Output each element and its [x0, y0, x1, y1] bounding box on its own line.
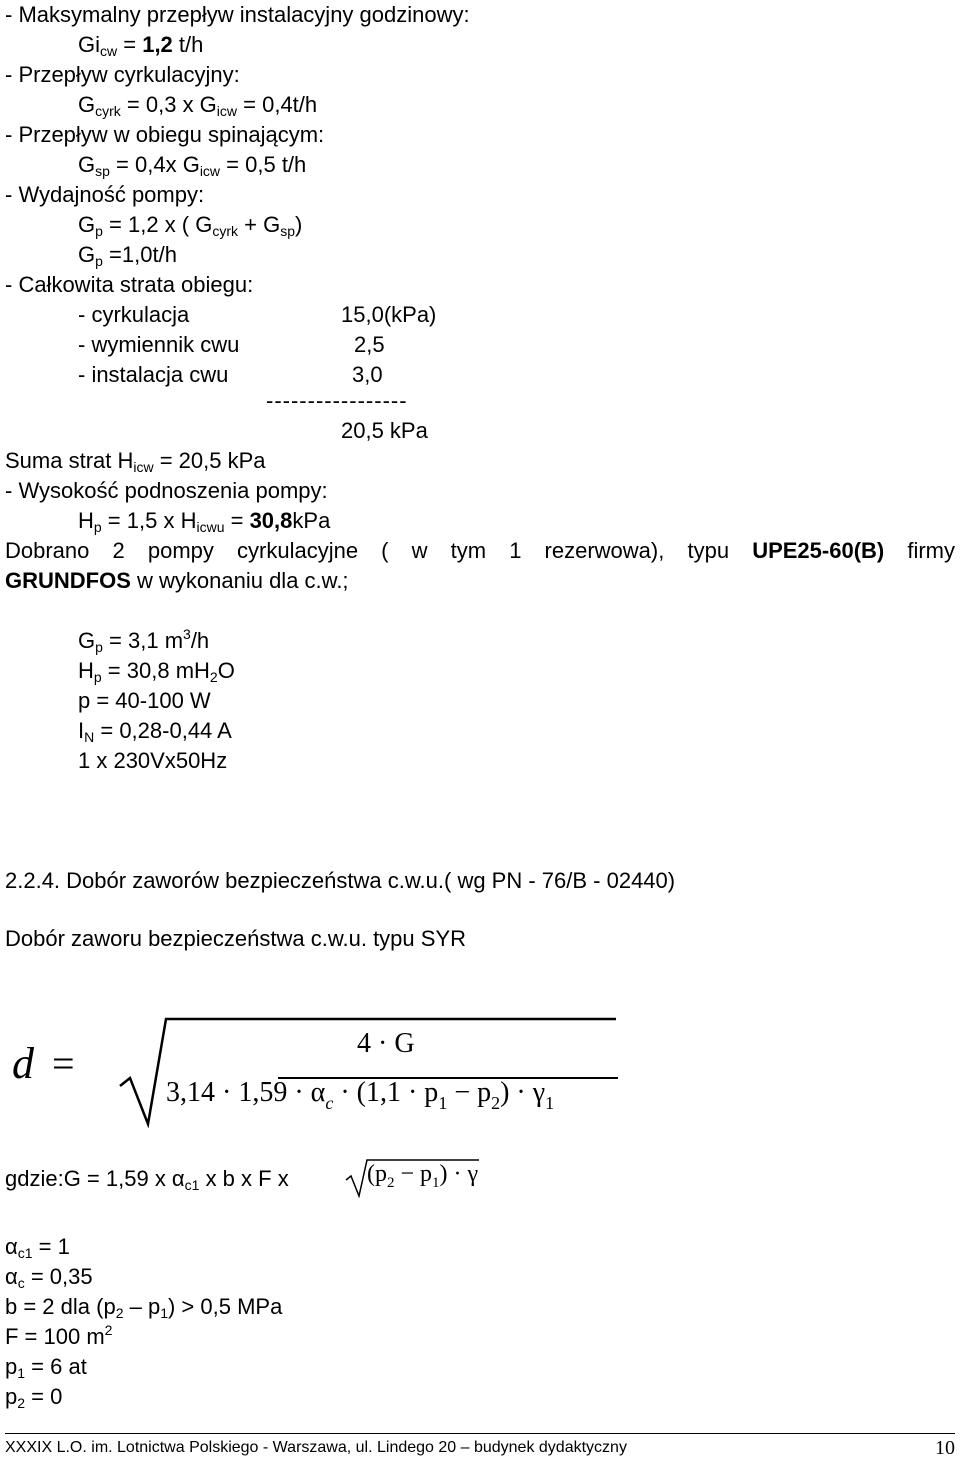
formula-g-definition: gdzie:G = 1,59 x $\alpha_{c1}$ x b x F x — [5, 1166, 289, 1193]
footer-text: XXXIX L.O. im. Lotnictwa Polskiego - Warszawa, ul. Lindego 20 – budynek dydaktyczny — [5, 1439, 627, 1456]
formula-d: d — [12, 1039, 34, 1088]
page-footer — [5, 1438, 955, 1458]
spec-gp: $G_p = 3,1$ $m^3/h$ — [78, 626, 210, 655]
pump-selection-text: Dobrano 2 pompy cyrkulacyjne ( w tym 1 rezerwowa), typu UPE25-60(B) firmy — [5, 538, 956, 563]
formula-total-loss: Suma strat $H_{icw} = 20,5$ kPa — [5, 448, 266, 475]
pump-manufacturer-text: GRUNDFOS w wykonaniu dla c.w.; — [5, 568, 349, 593]
formula-gcyrk: $G_{cyrk} = 0,3$ x $G_{icw} = 0,4t/h$ — [78, 92, 318, 119]
heading-pump-head: - Wysokość podnoszenia pompy: — [5, 478, 328, 503]
valve-selection-text: Dobór zaworu bezpieczeństwa c.w.u. typu SYR — [5, 926, 467, 951]
param-b: b = 2 dla $(p_2 - p_1) > 0,5$ MPa — [5, 1294, 283, 1321]
spec-current: $I_N = 0,28-0,44$ A — [78, 718, 232, 745]
formula-hp: $H_p = 1,5$ x $H_{icwu} = 30,8kPa$ — [78, 508, 331, 535]
param-p1: $p_1 = 6$ at — [5, 1354, 87, 1381]
formula-gp-sum: $G_p = 1,2$ x ( $G_{cyrk} + G_{sp}$) — [78, 212, 303, 239]
spec-voltage: 1 x 230Vx50Hz — [78, 748, 228, 773]
formula-equals: = — [52, 1041, 75, 1086]
heading-circulation-flow: - Przepływ cyrkulacyjny: — [5, 62, 240, 87]
formula-gicw: $Gi_{cw} = 1,2$ t/h — [78, 32, 204, 59]
loss-value: 3,0 — [352, 362, 383, 387]
formula-gp-result: $G_p =1,0t/h$ — [78, 242, 177, 269]
formula-numerator: 4 · G — [357, 1028, 415, 1059]
param-alpha-c1: $\alpha_{c1} = 1$ — [5, 1234, 70, 1261]
loss-value: 15,0(kPa) — [341, 302, 437, 327]
footer-rule — [5, 1433, 955, 1434]
param-p2: $p_2 = 0$ — [5, 1384, 63, 1411]
heading-total-loss: - Całkowita strata obiegu: — [5, 272, 254, 297]
heading-pump-capacity: - Wydajność pompy: — [5, 182, 205, 207]
loss-label: - instalacja cwu — [78, 362, 229, 387]
heading-loop-flow: - Przepływ w obiegu spinającym: — [5, 122, 325, 147]
sum-divider: ----------------- — [266, 388, 408, 413]
loss-sum: 20,5 kPa — [341, 418, 428, 443]
formula-denominator: $3,14 \cdot 1,59 \cdot \alpha_c \cdot (1,1 \cdot p_1 - p_2) \cdot \gamma_1$ — [166, 1077, 555, 1113]
param-alpha-c: $\alpha_c = 0,35$ — [5, 1264, 93, 1291]
formula-gsp: $G_{sp} = 0,4x$ $G_{icw} = 0,5$ t/h — [78, 152, 307, 179]
spec-power: p = 40-100 W — [78, 688, 211, 713]
formula-root-content: $(p_2 - p_1) \cdot \gamma$ — [367, 1161, 479, 1191]
heading-max-flow: - Maksymalny przepływ instalacyjny godzinowy: — [5, 2, 470, 27]
section-heading: 2.2.4. Dobór zaworów bezpieczeństwa c.w.u.( wg PN - 76/B - 02440) — [5, 868, 676, 893]
page-number: 10 — [935, 1437, 955, 1459]
loss-label: - wymiennik cwu — [78, 332, 240, 357]
loss-label: - cyrkulacja — [78, 302, 190, 327]
spec-hp: $H_p = 30,8$ $mH_2O$ — [78, 658, 235, 685]
param-f: F = 100 $m^2$ — [5, 1322, 113, 1349]
loss-value: 2,5 — [354, 332, 385, 357]
